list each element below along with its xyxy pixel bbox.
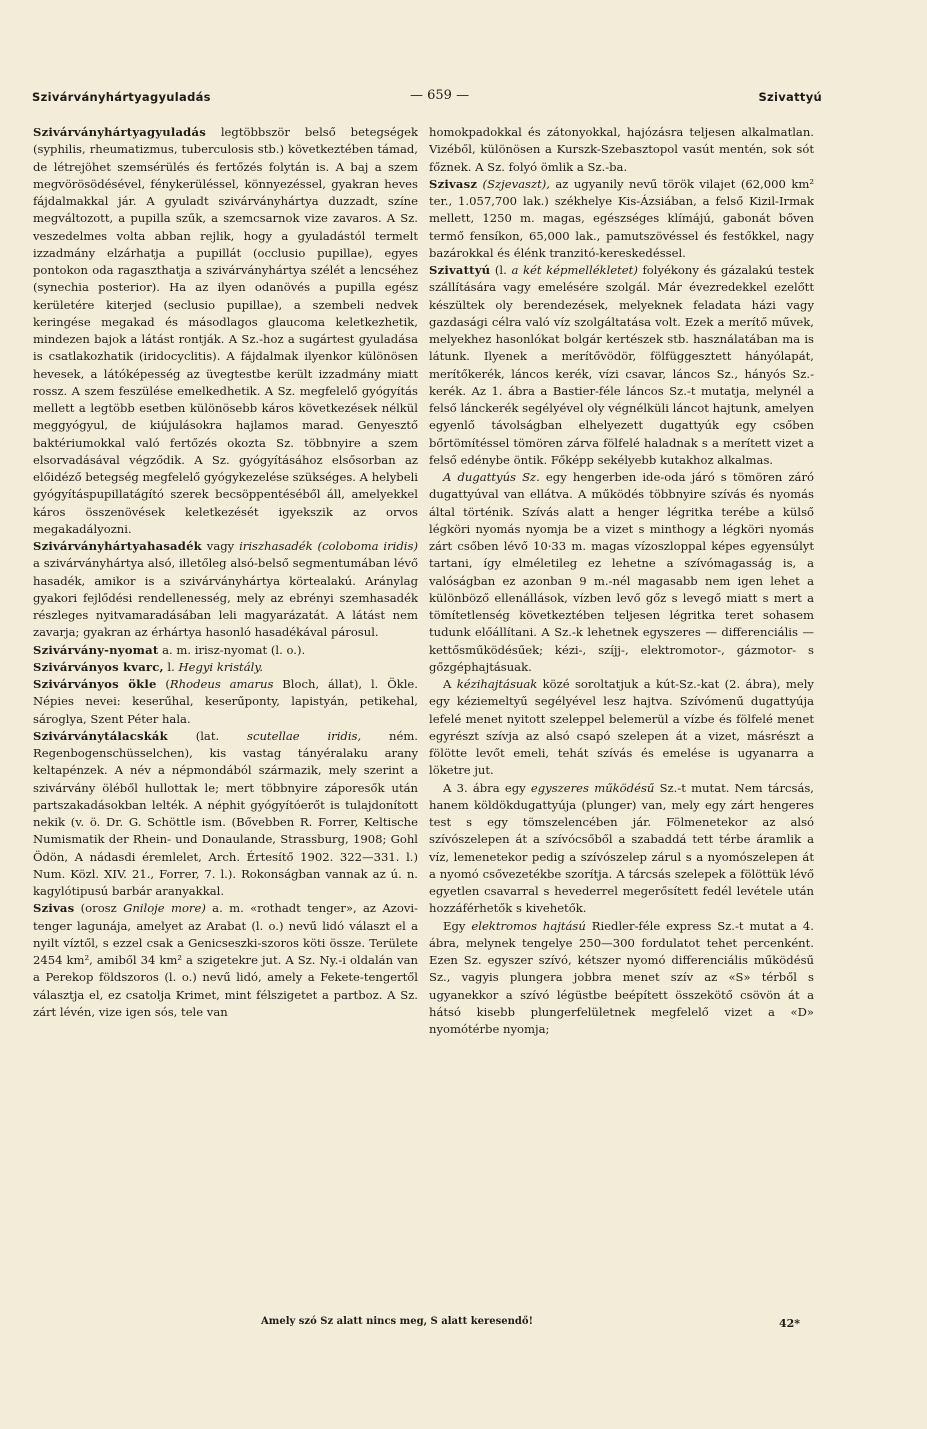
- footer-note: Amely szó Sz alatt nincs meg, S alatt keresendő!: [261, 1316, 533, 1327]
- entry-italic: egyszeres működésű: [530, 780, 655, 795]
- entry: [429, 676, 814, 780]
- entry-headword: Szivárványos kvarc,: [33, 659, 164, 674]
- entry-text-cont: Riedler-féle express Sz.-t mutat a 4. ábra, melynek tengelye 250—300 fordulatot tehet percenként. Ezen Sz. egyszer szívó, kétszer nyomó differenciális működésű Sz., vagyis plungera jobbra menet szív az «S» térből s ugyanekkor a szívó légüstbe beépített összekötő csövön át a hátsó kisebb plungerfelületnek megfelelő vizet a «D» nyomótérbe nyomja;: [429, 918, 814, 1036]
- entry-headword: Szivárványhártyahasadék: [33, 539, 202, 553]
- entry-text: (: [156, 677, 170, 691]
- entry-text: vagy: [201, 539, 240, 553]
- entry-text: A: [443, 677, 457, 691]
- entry-text-cont: az ugyanily nevű török vilajet (62,000 km² ter., 1.057,700 lak.) székhelye Kis-Ázsiában, a felső Kizil-Irmak mellett, 1250 m. magas, egészséges klímájú, gabonát bőven termő fensíkon, 65,000 lak., pamutszövéssel és festőkkel, nagy bazárokkal és élénk tranzitó-kereskedéssel.: [429, 176, 814, 260]
- entry-text-cont: egy hengerben ide-oda járó s tömören záró dugattyúval van ellátva. A működés többnyire szívás és nyomás által történik. Szívás alatt a henger légritka terébe a külső légköri nyomás nyomja be a vizet s minthogy a légköri nyomás zárt csőben lévő 10·33 m. magas vízoszloppal képes egyensúlyt tartani, így elméletileg ez lehetne a szívómagasság is, a valóságban ez azonban 9 m.-nél magasabb nem igen lehet a különböző ellenállások, vízben levő gőz s levegő miatt s mert a tömítetlenség következtében teljesen légritka teret sohasem tudunk előállítani. A Sz.-k lehetnek egyszeres — differenciális — kettősműködésűek; kézi-, szíjj-, elektromotor-, gázmotor- s gőzgéphajtásuak.: [429, 470, 814, 674]
- entry-text: A 3. ábra egy: [443, 780, 531, 795]
- entry: [429, 262, 814, 469]
- entry: [429, 124, 814, 176]
- entry-headword: Szivattyú: [429, 263, 491, 277]
- entry-italic: Gniloje more): [123, 901, 206, 916]
- header-right-title: Szivattyú: [758, 90, 822, 104]
- entry-text-cont: Sz.-t mutat. Nem tárcsás, hanem köldökdugattyúja (plunger) van, mely egy zárt hengeres test s egy tömszelencében jár. Fölmenetekor az alsó szívószelepen át a szívócsőből a szabaddá tett térbe áramlik a víz, lemenetekor pedig a szívószelep zárul s a nyomószelepen át a nyomó csővezetékbe szorítja. A tárcsás szelepek a fölöttük lévő egyetlen csavarral s hevederrel megerősített fedél levétele után hozzáférhetők s kivehetők.: [429, 780, 814, 916]
- entry-text: homokpadokkal és zátonyokkal, hajózásra teljesen alkalmatlan. Vizéből, különösen a Kurszk-Szebasztopol vasút mentén, sok sót főznek. A Sz. folyó ömlik a Sz.-ba.: [429, 125, 814, 174]
- page-footer: [33, 1315, 823, 1335]
- entry-italic: scutellae iridis,: [247, 728, 362, 743]
- entry: [429, 176, 814, 262]
- entry-italic: (Szjevaszt),: [482, 176, 550, 191]
- entry: [33, 642, 418, 659]
- entry-headword: Szivárványos ökle: [33, 677, 157, 691]
- entry-text-cont: közé soroltatjuk a kút-Sz.-kat (2. ábra), mely egy kéziemeltyű segélyével lesz hajtva. Szívómenű dugattyúja lefelé menet nyitott szeleppel belemerül a vízbe és fölfelé menet egyrészt szívja az alsó csapó szelepen át a vizet, másrészt a fölötte levőt emeli, tehát szívás és emelése is ugyanarra a löketre jut.: [429, 677, 814, 778]
- entry: [33, 900, 418, 1021]
- entry-italic: kézihajtásuak: [456, 677, 538, 691]
- entry-italic: iriszhasadék (coloboma iridis): [239, 539, 418, 553]
- entry: [33, 538, 418, 642]
- entry-text-cont: a szivárványhártya alsó, illetőleg alsó-belső segmentumában lévő hasadék, amikor is a szivárványhártya körtealakú. Aránylag gyakori fejlődési rendellenesség, mely az ebrényi szemhasadék részleges nyitvamaradásában leli magyarázatát. A látást nem zavarja; gyakran az érhártya hasonló hasadékával párosul.: [33, 556, 418, 640]
- entry-italic: a két képmellékletet): [511, 263, 638, 277]
- entry: [429, 918, 814, 1039]
- entry-text: a. m. irisz-nyomat (l. o.).: [158, 642, 306, 657]
- entry-headword: Szivas: [33, 901, 75, 916]
- entry: [429, 780, 814, 918]
- right-column: [429, 124, 814, 1310]
- entry: [33, 676, 418, 728]
- header-left-title: Szivárványhártyagyuladás: [32, 90, 211, 104]
- entry-headword: Szivárványtálacskák: [33, 728, 168, 743]
- entry-italic: Rhodeus amarus: [169, 677, 274, 691]
- entry-italic: Hegyi kristály.: [178, 659, 264, 674]
- entry-italic: A dugattyús Sz.: [443, 470, 540, 484]
- entry-text: Egy: [443, 918, 472, 933]
- entry: [429, 469, 814, 676]
- entry: [33, 728, 418, 901]
- entry-text: legtöbbször belső betegségek (syphilis, rheumatizmus, tuberculosis stb.) következtében támad, de létrejöhet szemsérülés és fertőzés folytán is. A baj a szem megvörösödésével, fénykerüléssel, könnyezéssel, gyakran heves fájdalmakkal jár. A gyuladt szivárványhártya duzzadt, színe megváltozott, a pupilla szűk, a szemcsarnok vize zavaros. A Sz. veszedelmes volta abban rejlik, hogy a gyuladástól termelt izzadmány elzárhatja a pupillát (occlusio pupillae), egyes pontokon oda ragaszthatja a szivárványhártya szélét a lencséhez (synechia posterior). Ha az ilyen odanövés a pupilla egész kerületére kiterjed (seclusio pupillae), a szembeli nedvek keringése megakad és másodlagos glaucoma keletkezhetik, mindezen bajok a látást rontják. A Sz.-hoz a sugártest gyuladása is csatlakozhatik (iridocyclitis). A fájdalmak ilyenkor különösen hevesek, a látóképesség az üvegtestbe került izzadmány miatt rossz. A szem feszülése emelkedhetik. A Sz. megfelelő gyógyítás mellett a legtöbb esetben különösebb káros következések nélkül meggyógyul, de kiújulásokra hajlamos marad. Genyesztő baktériumokkal való fertőzés okozta Sz. többnyire a szem elsorvadásával végződik. A Sz. gyógyításához elsősorban az előidéző betegség megfelelő gyógykezelése szükséges. A helybeli gyógyításpupillatágító szerek becsöppentéséből áll, amelyekkel káros összenövések keletkezését igyekszik az orvos megakadályozni.: [33, 125, 418, 536]
- entry-text: (orosz: [74, 901, 124, 916]
- entry-text-cont: a. m. «rothadt tenger», az Azovi-tenger lagunája, amelyet az Arabat (l. o.) nevű lidó választ el a nyilt víztől, s ezzel csak a Genicseszki-szoros köti össze. Területe 2454 km², amiből 34 km² a szigetekre jut. A Sz. Ny.-i oldalán van a Perekop földszoros (l. o.) nevű lidó, amely a Fekete-tengertől választja el, ez csatolja Krimet, mint félszigetet a partboz. A Sz. zárt lévén, vize igen sós, tele van: [33, 901, 418, 1019]
- running-header: [32, 88, 822, 108]
- entry: [33, 659, 418, 676]
- entry: [33, 124, 418, 538]
- entry-text-cont: ném. Regenbogenschüsselchen), kis vastag tányéralaku arany keltapénzek. A név a népmondából származik, mely szerint a szivárvány öléből hullottak le; mert többnyire záporesők után partszakadásokban lelték. A néphit gyógyítóerőt is tulajdonított nekik (v. ö. Dr. G. Schöttle ism. (Bővebben R. Forrer, Keltische Numismatik der Rhein- und Donaulande, Strassburg, 1908; Gohl Ödön, A nádasdi éremlelet, Arch. Értesítő 1902. 322—331. l.) Num. Közl. XIV. 21., Forrer, 7. l.). Rokonságban vannak az ú. n. kagylótipusú barbár aranyakkal.: [33, 728, 418, 898]
- entry-italic: elektromos hajtású: [471, 918, 586, 933]
- entry-headword: Szivárvány-nyomat: [33, 642, 159, 657]
- entry-text: (lat.: [167, 728, 248, 743]
- entry-text-cont: Bloch, állat), l. Ökle. Népies nevei: keserűhal, keserűponty, lapistyán, petikehal, sároglya, Szent Péter hala.: [33, 677, 418, 726]
- entry-text: l.: [163, 659, 179, 674]
- entry-headword: Szivárványhártyagyuladás: [33, 125, 206, 139]
- left-column: [33, 124, 418, 1310]
- page-number: — 659 —: [410, 88, 470, 103]
- entry-text: (l.: [490, 263, 512, 277]
- sheet-signature: 42*: [779, 1317, 801, 1330]
- entry-text-cont: folyékony és gázalakú testek szállítására vagy emelésére szolgál. Már évezredekkel ezelőtt készültek oly berendezések, melyeknek feladata házi vagy gazdasági célra való víz szolgáltatása volt. Ezek a merítő művek, melyekhez hasonlókat bolgár kertészek stb. használatában ma is látunk. Ilyenek a merítővödör, fölfüggesztett hányólapát, merítőkerék, láncos kerék, vízi csavar, láncos Sz., hányós Sz.-kerék. Az 1. ábra a Bastier-féle láncos Sz.-t mutatja, melynél a felső lánckerék segélyével oly végnélküli láncot hajtunk, amelyen egyenlő távolságban elhelyezett dugattyúk egy csőben bőrtömítéssel tömören zárva fölfelé haladnak s a merített vizet a felső edénybe öntik. Főképp sekélyebb kutakhoz alkalmas.: [429, 263, 814, 467]
- entry-headword: Szivasz: [429, 176, 478, 191]
